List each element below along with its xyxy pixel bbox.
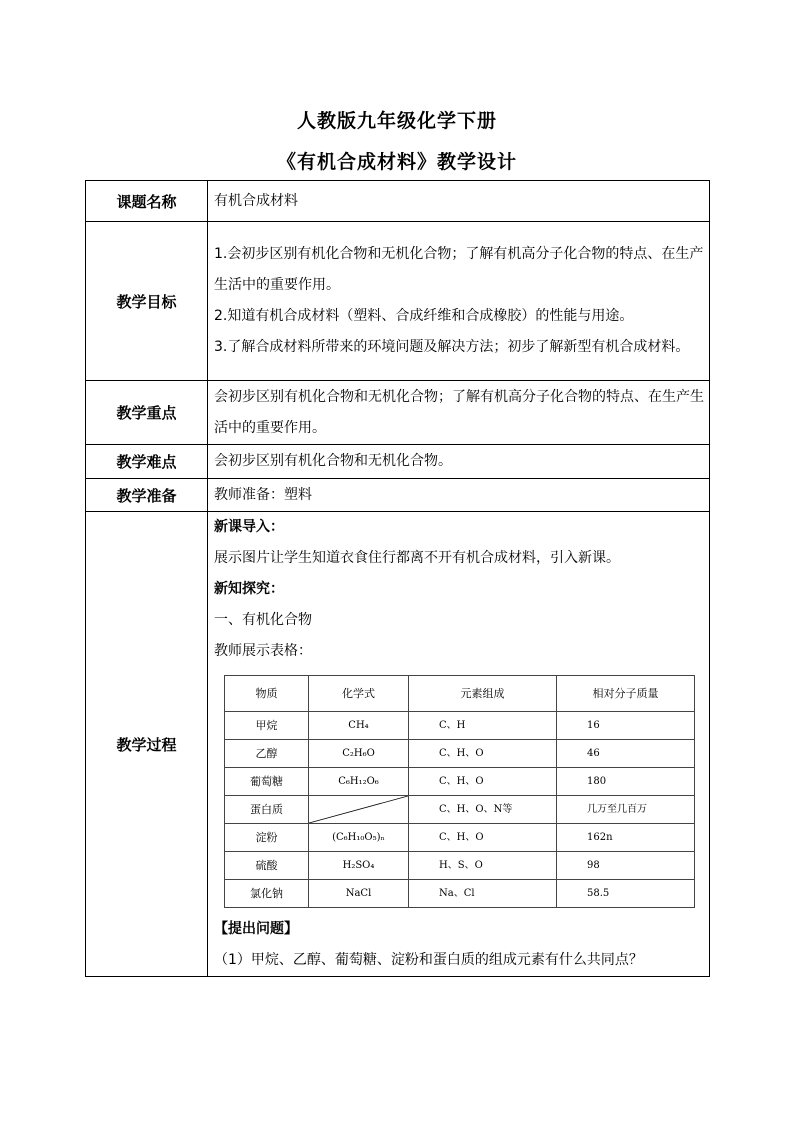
cell-formula-diagonal [309, 796, 409, 824]
cell-mass: 180 [557, 768, 695, 796]
compound-table [224, 675, 695, 908]
table-row [225, 768, 695, 796]
cell-elements: C、H、O [409, 824, 557, 852]
question-heading: 【提出问题】 [214, 921, 298, 937]
header-substance: 物质 [225, 676, 309, 712]
label-preparation: 教学准备 [86, 479, 208, 512]
cell-formula: NaCl [309, 880, 409, 908]
section-heading-organic: 一、有机化合物 [214, 612, 312, 628]
compound-table-wrapper [224, 675, 694, 908]
cell-formula: CH₄ [309, 712, 409, 740]
cell-name: 葡萄糖 [225, 768, 309, 796]
table-row [225, 880, 695, 908]
cell-name: 硫酸 [225, 852, 309, 880]
cell-name: 氯化钠 [225, 880, 309, 908]
show-table-text: 教师展示表格： [214, 643, 312, 659]
label-process: 教学过程 [86, 512, 208, 977]
diagonal-line-icon [309, 796, 408, 823]
cell-mass: 162n [557, 824, 695, 852]
cell-name: 甲烷 [225, 712, 309, 740]
cell-mass: 16 [557, 712, 695, 740]
goal-item-1: 1.会初步区别有机化合物和无机化合物；了解有机高分子化合物的特点、在生产生活中的重要作用。 [214, 246, 704, 293]
label-topic: 课题名称 [86, 181, 208, 222]
label-key-point: 教学重点 [86, 381, 208, 445]
row-difficulty [86, 445, 710, 479]
intro-heading: 新课导入： [214, 519, 284, 535]
table-row [225, 824, 695, 852]
value-topic: 有机合成材料 [208, 181, 710, 222]
cell-elements: C、H [409, 712, 557, 740]
cell-name: 蛋白质 [225, 796, 309, 824]
cell-formula: H₂SO₄ [309, 852, 409, 880]
header-elements: 元素组成 [409, 676, 557, 712]
table-row [225, 712, 695, 740]
cell-mass: 98 [557, 852, 695, 880]
header-molecular-mass: 相对分子质量 [557, 676, 695, 712]
label-goals: 教学目标 [86, 222, 208, 381]
explore-heading: 新知探究： [214, 581, 284, 597]
row-preparation [86, 479, 710, 512]
cell-formula: C₆H₁₂O₆ [309, 768, 409, 796]
cell-name: 乙醇 [225, 740, 309, 768]
header-formula: 化学式 [309, 676, 409, 712]
value-key-point: 会初步区别有机化合物和无机化合物；了解有机高分子化合物的特点、在生产生活中的重要作用。 [208, 381, 710, 445]
cell-elements: Na、Cl [409, 880, 557, 908]
row-process [86, 512, 710, 977]
cell-elements: H、S、O [409, 852, 557, 880]
lesson-plan-table [85, 180, 710, 977]
table-row [225, 740, 695, 768]
cell-formula: C₂H₆O [309, 740, 409, 768]
value-difficulty: 会初步区别有机化合物和无机化合物。 [208, 445, 710, 479]
row-topic [86, 181, 710, 222]
cell-elements: C、H、O、N等 [409, 796, 557, 824]
row-goals [86, 222, 710, 381]
document-subtitle: 《有机合成材料》教学设计 [276, 151, 517, 173]
cell-mass: 46 [557, 740, 695, 768]
cell-formula: (C₆H₁₀O₅)ₙ [309, 824, 409, 852]
question-1: （1）甲烷、乙醇、葡萄糖、淀粉和蛋白质的组成元素有什么共同点？ [214, 952, 643, 968]
label-difficulty: 教学难点 [86, 445, 208, 479]
cell-mass: 58.5 [557, 880, 695, 908]
table-row [225, 796, 695, 824]
value-preparation: 教师准备：塑料 [208, 479, 710, 512]
cell-name: 淀粉 [225, 824, 309, 852]
table-row [225, 852, 695, 880]
intro-text: 展示图片让学生知道衣食住行都离不开有机合成材料，引入新课。 [214, 550, 620, 566]
cell-elements: C、H、O [409, 768, 557, 796]
compound-table-header [225, 676, 695, 712]
goal-item-2: 2.知道有机合成材料（塑料、合成纤维和合成橡胶）的性能与用途。 [214, 308, 634, 324]
row-key-point [86, 381, 710, 445]
goal-item-3: 3.了解合成材料所带来的环境问题及解决方法；初步了解新型有机合成材料。 [214, 339, 690, 355]
document-title: 人教版九年级化学下册 [296, 110, 497, 132]
cell-elements: C、H、O [409, 740, 557, 768]
cell-mass: 几万至几百万 [557, 796, 695, 824]
value-process [208, 512, 710, 977]
value-goals [208, 222, 710, 381]
